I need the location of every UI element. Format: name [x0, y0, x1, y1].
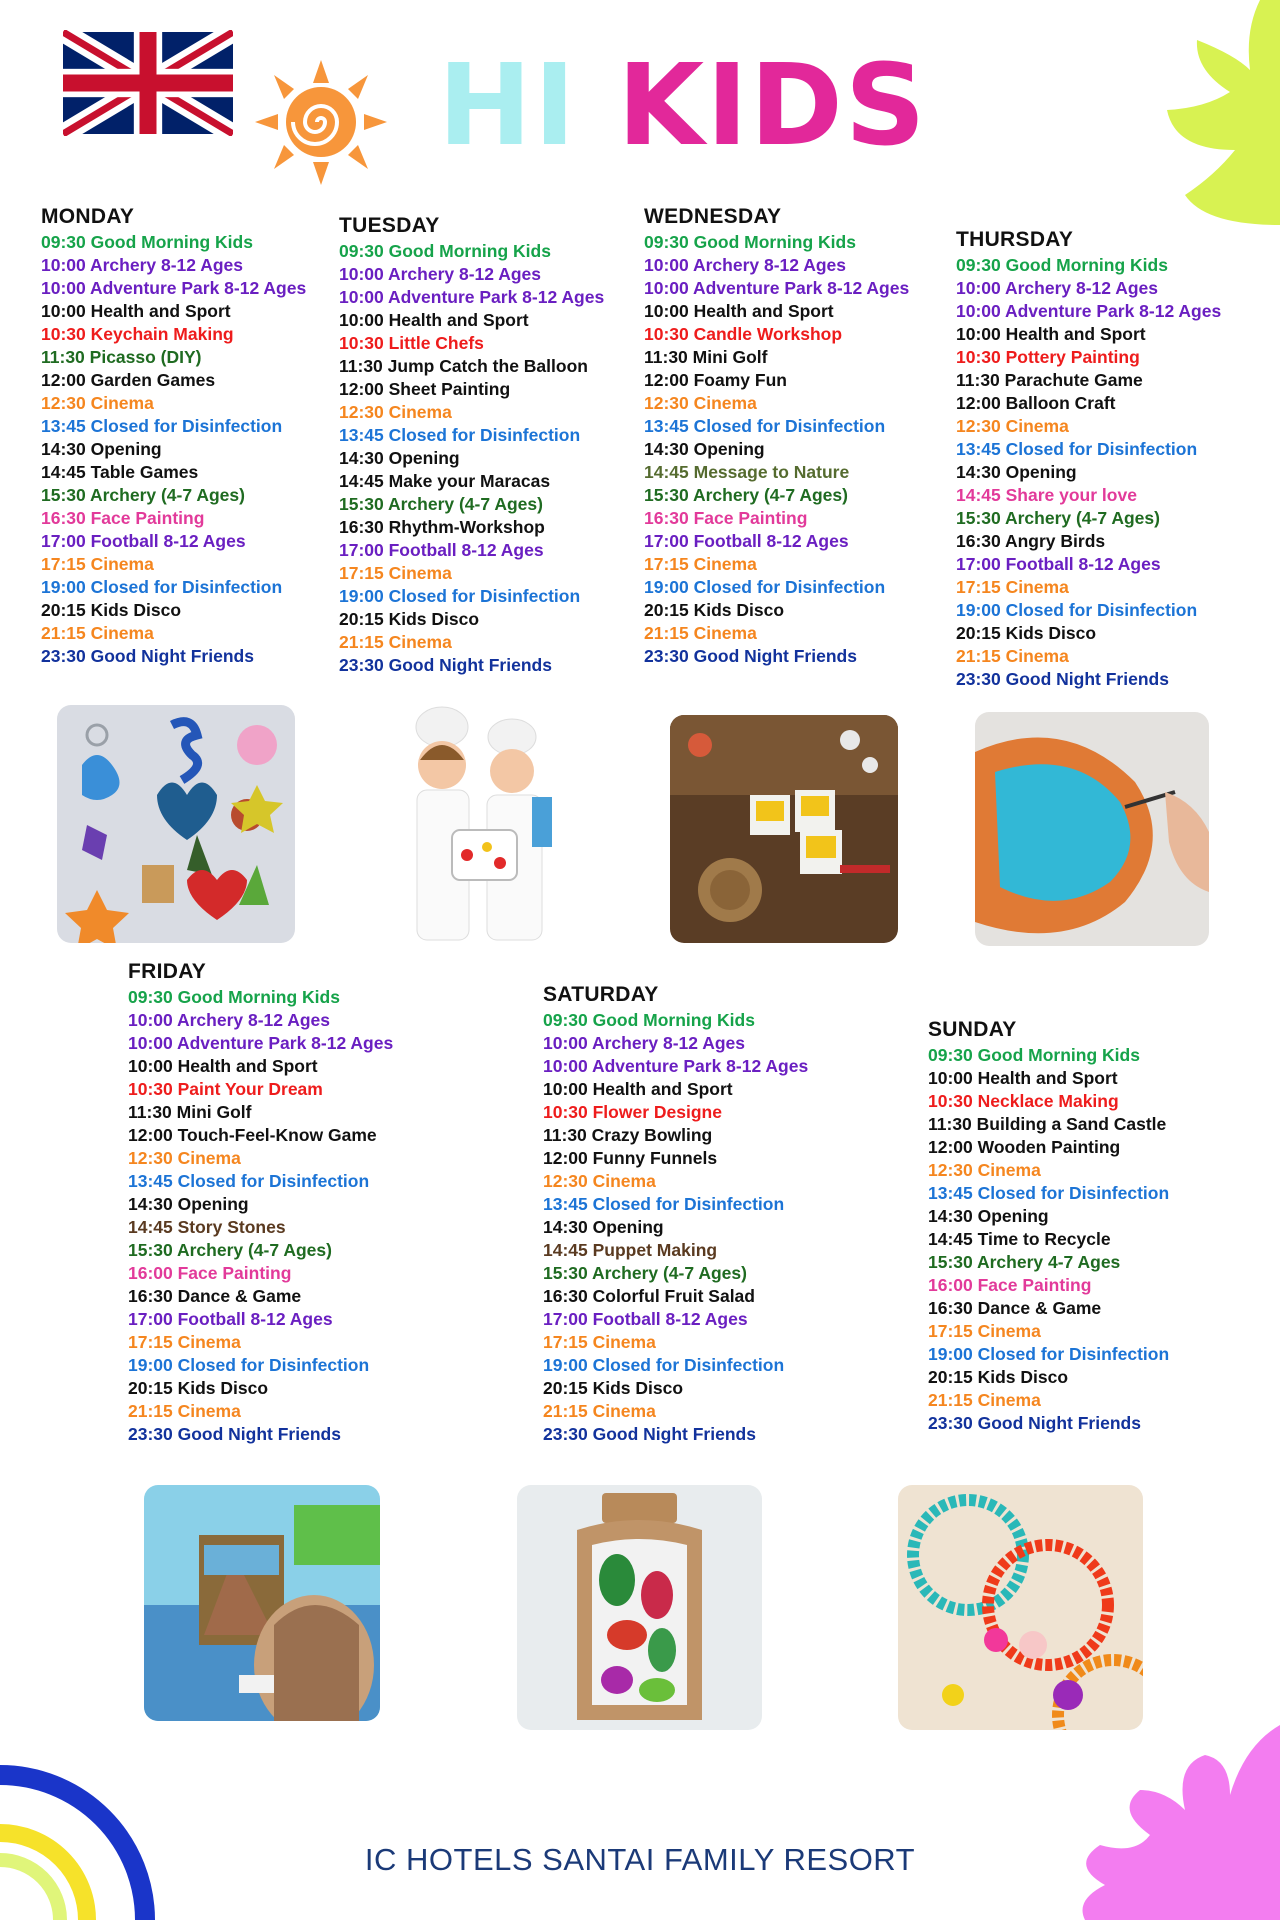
activity-item: 17:15 Cinema — [339, 563, 452, 583]
activity-item: 10:30 Keychain Making — [41, 324, 234, 344]
activity-item: 12:00 Funny Funnels — [543, 1148, 718, 1168]
activity-item: 10:30 Little Chefs — [339, 333, 484, 353]
activity-item: 21:15 Cinema — [128, 1401, 241, 1421]
candles-photo — [670, 715, 898, 943]
activity-item: 19:00 Closed for Disinfection — [956, 600, 1198, 620]
activity-item: 16:30 Colorful Fruit Salad — [543, 1286, 755, 1306]
activity-item: 19:00 Closed for Disinfection — [41, 577, 283, 597]
day-title: WEDNESDAY — [644, 205, 782, 228]
activity-item: 12:30 Cinema — [41, 393, 154, 413]
activity-item: 16:30 Face Painting — [41, 508, 205, 528]
activity-item: 17:00 Football 8-12 Ages — [339, 540, 544, 560]
activity-item: 10:00 Archery 8-12 Ages — [339, 264, 542, 284]
activity-item: 21:15 Cinema — [956, 646, 1069, 666]
activity-item: 10:00 Adventure Park 8-12 Ages — [956, 301, 1222, 321]
activity-item: 12:30 Cinema — [339, 402, 452, 422]
activity-item: 10:30 Paint Your Dream — [128, 1079, 323, 1099]
activity-item: 14:30 Opening — [928, 1206, 1049, 1226]
pottery-painting-photo — [975, 712, 1209, 946]
activity-item: 11:30 Building a Sand Castle — [928, 1114, 1167, 1134]
activity-item: 14:30 Opening — [339, 448, 460, 468]
day-title: TUESDAY — [339, 214, 440, 237]
bead-bracelets-photo — [898, 1485, 1143, 1730]
keychains-photo — [57, 705, 295, 943]
activity-item: 10:30 Flower Designe — [543, 1102, 722, 1122]
activity-item: 17:00 Football 8-12 Ages — [41, 531, 246, 551]
activity-item: 09:30 Good Morning Kids — [128, 987, 340, 1007]
activity-item: 14:45 Message to Nature — [644, 462, 850, 482]
day-title: SUNDAY — [928, 1018, 1017, 1041]
activity-item: 13:45 Closed for Disinfection — [339, 425, 581, 445]
activity-item: 23:30 Good Night Friends — [41, 646, 254, 666]
activity-item: 20:15 Kids Disco — [644, 600, 785, 620]
activity-item: 14:30 Opening — [956, 462, 1077, 482]
activity-item: 21:15 Cinema — [41, 623, 154, 643]
activity-item: 17:00 Football 8-12 Ages — [644, 531, 849, 551]
activity-item: 10:00 Health and Sport — [41, 301, 231, 321]
activity-item: 16:30 Dance & Game — [928, 1298, 1102, 1318]
activity-item: 10:00 Health and Sport — [543, 1079, 733, 1099]
activity-list — [339, 240, 604, 677]
kids-chefs-photo — [392, 705, 562, 943]
easel-painting-photo — [144, 1485, 380, 1721]
title-hi: HI — [438, 41, 578, 171]
day-sunday — [928, 1018, 1169, 1435]
activity-item: 16:30 Rhythm-Workshop — [339, 517, 545, 537]
activity-item: 14:45 Make your Maracas — [339, 471, 551, 491]
activity-item: 09:30 Good Morning Kids — [644, 232, 856, 252]
activity-list — [41, 231, 306, 668]
activity-item: 12:00 Garden Games — [41, 370, 216, 390]
activity-item: 09:30 Good Morning Kids — [339, 241, 551, 261]
day-saturday — [543, 983, 808, 1446]
activity-item: 23:30 Good Night Friends — [339, 655, 552, 675]
activity-item: 10:00 Health and Sport — [339, 310, 529, 330]
activity-item: 10:00 Adventure Park 8-12 Ages — [339, 287, 605, 307]
activity-item: 23:30 Good Night Friends — [928, 1413, 1141, 1433]
activity-list — [128, 986, 393, 1446]
activity-item: 20:15 Kids Disco — [928, 1367, 1069, 1387]
activity-item: 15:30 Archery (4-7 Ages) — [41, 485, 245, 505]
activity-item: 17:00 Football 8-12 Ages — [956, 554, 1161, 574]
activity-item: 10:00 Adventure Park 8-12 Ages — [644, 278, 910, 298]
activity-item: 17:15 Cinema — [928, 1321, 1041, 1341]
page-title — [438, 41, 928, 171]
activity-item: 12:30 Cinema — [956, 416, 1069, 436]
activity-item: 14:45 Puppet Making — [543, 1240, 718, 1260]
activity-item: 10:30 Pottery Painting — [956, 347, 1140, 367]
leaf-jar-craft-photo — [517, 1485, 762, 1730]
activity-item: 14:45 Time to Recycle — [928, 1229, 1111, 1249]
activity-item: 13:45 Closed for Disinfection — [644, 416, 886, 436]
activity-item: 13:45 Closed for Disinfection — [128, 1171, 370, 1191]
activity-item: 15:30 Archery (4-7 Ages) — [644, 485, 848, 505]
activity-item: 09:30 Good Morning Kids — [543, 1010, 755, 1030]
resort-name: IC HOTELS SANTAI FAMILY RESORT — [364, 1842, 916, 1877]
activity-item: 10:00 Archery 8-12 Ages — [543, 1033, 746, 1053]
activity-item: 10:00 Health and Sport — [928, 1068, 1118, 1088]
activity-item: 16:30 Dance & Game — [128, 1286, 302, 1306]
day-thursday — [956, 228, 1221, 691]
activity-item: 09:30 Good Morning Kids — [928, 1045, 1140, 1065]
activity-item: 12:00 Foamy Fun — [644, 370, 787, 390]
activity-item: 12:30 Cinema — [644, 393, 757, 413]
activity-item: 10:00 Adventure Park 8-12 Ages — [543, 1056, 809, 1076]
activity-item: 12:00 Sheet Painting — [339, 379, 511, 399]
activity-item: 21:15 Cinema — [339, 632, 452, 652]
activity-item: 17:15 Cinema — [128, 1332, 241, 1352]
activity-item: 12:30 Cinema — [128, 1148, 241, 1168]
activity-item: 17:00 Football 8-12 Ages — [128, 1309, 333, 1329]
activity-item: 19:00 Closed for Disinfection — [928, 1344, 1170, 1364]
activity-item: 10:00 Health and Sport — [644, 301, 834, 321]
activity-item: 20:15 Kids Disco — [339, 609, 480, 629]
activity-item: 11:30 Crazy Bowling — [543, 1125, 713, 1145]
activity-item: 12:00 Balloon Craft — [956, 393, 1116, 413]
activity-item: 17:15 Cinema — [956, 577, 1069, 597]
activity-item: 12:30 Cinema — [928, 1160, 1041, 1180]
activity-item: 14:30 Opening — [644, 439, 765, 459]
activity-item: 11:30 Parachute Game — [956, 370, 1143, 390]
activity-item: 20:15 Kids Disco — [41, 600, 182, 620]
activity-list — [956, 254, 1221, 691]
activity-item: 16:30 Angry Birds — [956, 531, 1106, 551]
activity-item: 11:30 Mini Golf — [644, 347, 768, 367]
activity-item: 10:00 Adventure Park 8-12 Ages — [41, 278, 307, 298]
activity-item: 14:30 Opening — [128, 1194, 249, 1214]
activity-item: 20:15 Kids Disco — [956, 623, 1097, 643]
activity-item: 10:00 Archery 8-12 Ages — [956, 278, 1159, 298]
activity-item: 23:30 Good Night Friends — [128, 1424, 341, 1444]
activity-item: 16:00 Face Painting — [928, 1275, 1092, 1295]
activity-item: 12:00 Touch-Feel-Know Game — [128, 1125, 377, 1145]
activity-item: 19:00 Closed for Disinfection — [339, 586, 581, 606]
activity-item: 23:30 Good Night Friends — [956, 669, 1169, 689]
activity-item: 20:15 Kids Disco — [543, 1378, 684, 1398]
activity-item: 14:30 Opening — [543, 1217, 664, 1237]
activity-item: 14:45 Table Games — [41, 462, 199, 482]
day-wednesday — [644, 205, 909, 668]
activity-item: 10:30 Necklace Making — [928, 1091, 1119, 1111]
activity-item: 09:30 Good Morning Kids — [41, 232, 253, 252]
activity-item: 11:30 Picasso (DIY) — [41, 347, 202, 367]
day-title: THURSDAY — [956, 228, 1074, 251]
activity-item: 19:00 Closed for Disinfection — [128, 1355, 370, 1375]
activity-item: 19:00 Closed for Disinfection — [644, 577, 886, 597]
activity-item: 14:45 Share your love — [956, 485, 1137, 505]
activity-item: 21:15 Cinema — [543, 1401, 656, 1421]
day-friday — [128, 960, 393, 1446]
activity-item: 17:15 Cinema — [41, 554, 154, 574]
activity-item: 09:30 Good Morning Kids — [956, 255, 1168, 275]
day-tuesday — [339, 214, 604, 677]
activity-item: 17:00 Football 8-12 Ages — [543, 1309, 748, 1329]
day-title: FRIDAY — [128, 960, 207, 983]
day-title: SATURDAY — [543, 983, 659, 1006]
activity-item: 21:15 Cinema — [928, 1390, 1041, 1410]
activity-item: 17:15 Cinema — [543, 1332, 656, 1352]
sun-icon — [252, 55, 390, 190]
activity-item: 10:00 Archery 8-12 Ages — [644, 255, 847, 275]
activity-item: 13:45 Closed for Disinfection — [41, 416, 283, 436]
activity-item: 10:00 Health and Sport — [956, 324, 1146, 344]
activity-item: 12:30 Cinema — [543, 1171, 656, 1191]
rainbow-arc-decoration — [0, 1745, 175, 1920]
activity-item: 15:30 Archery (4-7 Ages) — [339, 494, 543, 514]
activity-item: 14:45 Story Stones — [128, 1217, 286, 1237]
activity-item: 20:15 Kids Disco — [128, 1378, 269, 1398]
activity-list — [928, 1044, 1169, 1435]
activity-item: 16:00 Face Painting — [128, 1263, 292, 1283]
activity-list — [644, 231, 909, 668]
activity-item: 16:30 Face Painting — [644, 508, 808, 528]
activity-item: 10:00 Archery 8-12 Ages — [41, 255, 244, 275]
activity-item: 15:30 Archery (4-7 Ages) — [543, 1263, 747, 1283]
activity-item: 17:15 Cinema — [644, 554, 757, 574]
activity-item: 11:30 Jump Catch the Balloon — [339, 356, 588, 376]
activity-list — [543, 1009, 808, 1446]
activity-item: 10:00 Archery 8-12 Ages — [128, 1010, 331, 1030]
activity-item: 10:30 Candle Workshop — [644, 324, 843, 344]
activity-item: 10:00 Adventure Park 8-12 Ages — [128, 1033, 394, 1053]
activity-item: 13:45 Closed for Disinfection — [956, 439, 1198, 459]
activity-item: 23:30 Good Night Friends — [644, 646, 857, 666]
day-title: MONDAY — [41, 205, 135, 228]
activity-item: 11:30 Mini Golf — [128, 1102, 252, 1122]
activity-item: 21:15 Cinema — [644, 623, 757, 643]
lime-leaf-decoration — [1085, 0, 1280, 225]
activity-item: 15:30 Archery (4-7 Ages) — [956, 508, 1160, 528]
pink-splash-decoration — [1065, 1715, 1280, 1920]
activity-item: 23:30 Good Night Friends — [543, 1424, 756, 1444]
activity-item: 13:45 Closed for Disinfection — [543, 1194, 785, 1214]
activity-item: 19:00 Closed for Disinfection — [543, 1355, 785, 1375]
day-monday — [41, 205, 306, 668]
activity-item: 14:30 Opening — [41, 439, 162, 459]
activity-item: 10:00 Health and Sport — [128, 1056, 318, 1076]
activity-item: 15:30 Archery 4-7 Ages — [928, 1252, 1121, 1272]
activity-item: 13:45 Closed for Disinfection — [928, 1183, 1170, 1203]
title-kids: KIDS — [617, 41, 928, 171]
activity-item: 12:00 Wooden Painting — [928, 1137, 1121, 1157]
activity-item: 15:30 Archery (4-7 Ages) — [128, 1240, 332, 1260]
uk-flag-icon — [63, 30, 233, 136]
